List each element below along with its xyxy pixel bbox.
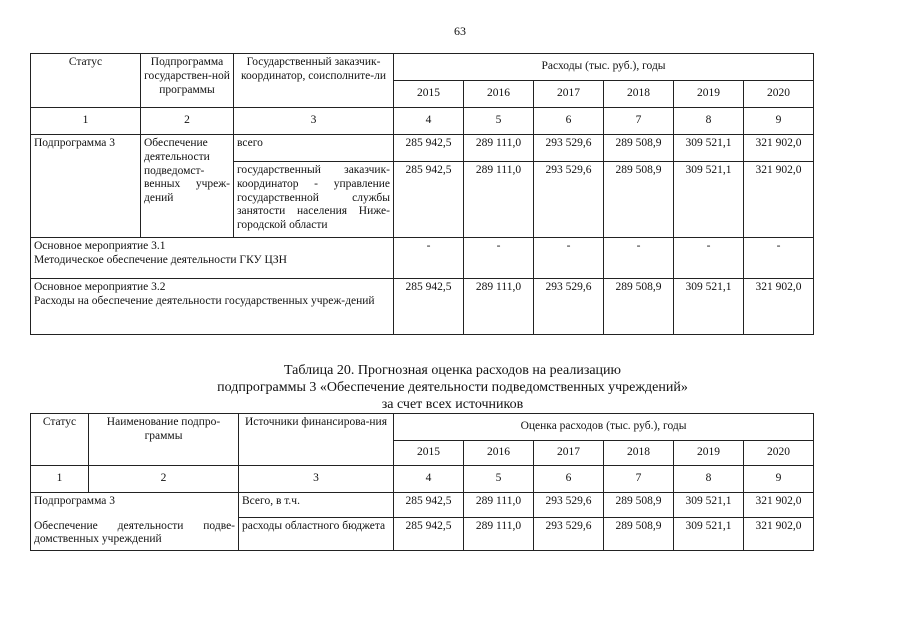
value-cell: 289 508,9 [604,135,674,162]
table-caption-line: за счет всех источников [381,397,524,412]
value-cell: 293 529,6 [534,493,604,518]
header-year: 2019 [674,441,744,466]
header-status: Статус [31,414,89,466]
header-subprogram: Подпрограмма государствен-ной программы [141,54,234,108]
value-cell: 309 521,1 [674,135,744,162]
header-expenses: Расходы (тыс. руб.), годы [394,54,814,81]
measure-title: Основное мероприятие 3.2 [34,281,166,293]
value-cell: - [534,238,604,279]
index-cell: 5 [464,108,534,135]
header-status: Статус [31,54,141,108]
table-caption-line: подпрограммы 3 «Обеспечение деятельности подведомственных учреждений» [217,380,688,395]
index-cell: 9 [744,466,814,493]
value-cell: 285 942,5 [394,493,464,518]
page-number: 63 [454,24,466,38]
value-cell: 293 529,6 [534,518,604,551]
table-row [31,238,814,279]
table-row [31,135,814,162]
index-cell: 4 [394,108,464,135]
header-year: 2018 [604,81,674,108]
value-cell: 289 508,9 [604,493,674,518]
header-year: 2020 [744,81,814,108]
index-cell: 9 [744,108,814,135]
value-cell: 289 111,0 [464,279,534,335]
header-year: 2015 [394,441,464,466]
value-cell: 285 942,5 [394,162,464,238]
table-row [31,518,814,551]
value-cell: 321 902,0 [744,279,814,335]
header-year: 2018 [604,441,674,466]
measure-cell [31,238,394,279]
value-cell: 289 111,0 [464,518,534,551]
subprogram-name-cell: Обеспечение деятельности подве-домственных учреждений [31,518,239,551]
index-cell: 1 [31,108,141,135]
header-year: 2019 [674,81,744,108]
index-cell: 2 [141,108,234,135]
measure-desc: Расходы на обеспечение деятельности государственных учреж-дений [34,294,375,307]
source-cell: расходы областного бюджета [239,518,394,551]
index-cell: 8 [674,466,744,493]
header-year: 2020 [744,441,814,466]
header-year: 2017 [534,441,604,466]
value-cell: 285 942,5 [394,518,464,551]
header-estimate: Оценка расходов (тыс. руб.), годы [394,414,814,441]
measure-title: Основное мероприятие 3.1 [34,240,166,252]
value-cell: - [394,238,464,279]
value-cell: - [604,238,674,279]
value-cell: 321 902,0 [744,493,814,518]
index-cell: 5 [464,466,534,493]
table-row [31,279,814,335]
customer-cell: государственный заказчик-координатор - управление государственной службы занятости населения Ниже-городской области [234,162,394,238]
header-year: 2016 [464,441,534,466]
header-sources: Источники финансирова-ния [239,414,394,466]
value-cell: 285 942,5 [394,279,464,335]
value-cell: 309 521,1 [674,279,744,335]
value-cell: 289 508,9 [604,279,674,335]
index-cell: 8 [674,108,744,135]
value-cell: 285 942,5 [394,135,464,162]
value-cell: - [744,238,814,279]
value-cell: 293 529,6 [534,279,604,335]
value-cell: 293 529,6 [534,135,604,162]
index-row [31,108,814,135]
table-caption-line: Таблица 20. Прогнозная оценка расходов на реализацию [283,363,622,378]
measure-cell [31,279,394,335]
value-cell: 309 521,1 [674,493,744,518]
value-cell: 321 902,0 [744,162,814,238]
value-cell: 289 111,0 [464,135,534,162]
index-row [31,466,814,493]
measure-desc: Методическое обеспечение деятельности ГКУ ЦЗН [34,253,287,266]
customer-cell: всего [234,135,394,162]
header-customer: Государственный заказчик-координатор, соисполните-ли [234,54,394,108]
value-cell: - [674,238,744,279]
index-cell: 6 [534,466,604,493]
value-cell: 289 111,0 [464,493,534,518]
index-cell: 6 [534,108,604,135]
index-cell: 2 [89,466,239,493]
value-cell: - [464,238,534,279]
subprogram-name-cell: Обеспечение деятельности подведомст-венных учреж-дений [141,135,234,238]
value-cell: 293 529,6 [534,162,604,238]
header-year: 2016 [464,81,534,108]
index-cell: 3 [234,108,394,135]
expenses-table [30,53,814,335]
index-cell: 4 [394,466,464,493]
value-cell: 289 508,9 [604,518,674,551]
index-cell: 1 [31,466,89,493]
status-cell: Подпрограмма 3 [31,135,141,238]
value-cell: 321 902,0 [744,135,814,162]
table-row [31,493,814,518]
header-year: 2017 [534,81,604,108]
index-cell: 7 [604,108,674,135]
status-cell: Подпрограмма 3 [31,493,239,518]
header-name: Наименование подпро-граммы [89,414,239,466]
source-cell: Всего, в т.ч. [239,493,394,518]
value-cell: 309 521,1 [674,518,744,551]
value-cell: 321 902,0 [744,518,814,551]
index-cell: 3 [239,466,394,493]
header-year: 2015 [394,81,464,108]
value-cell: 289 508,9 [604,162,674,238]
forecast-table [30,413,814,551]
index-cell: 7 [604,466,674,493]
value-cell: 309 521,1 [674,162,744,238]
value-cell: 289 111,0 [464,162,534,238]
